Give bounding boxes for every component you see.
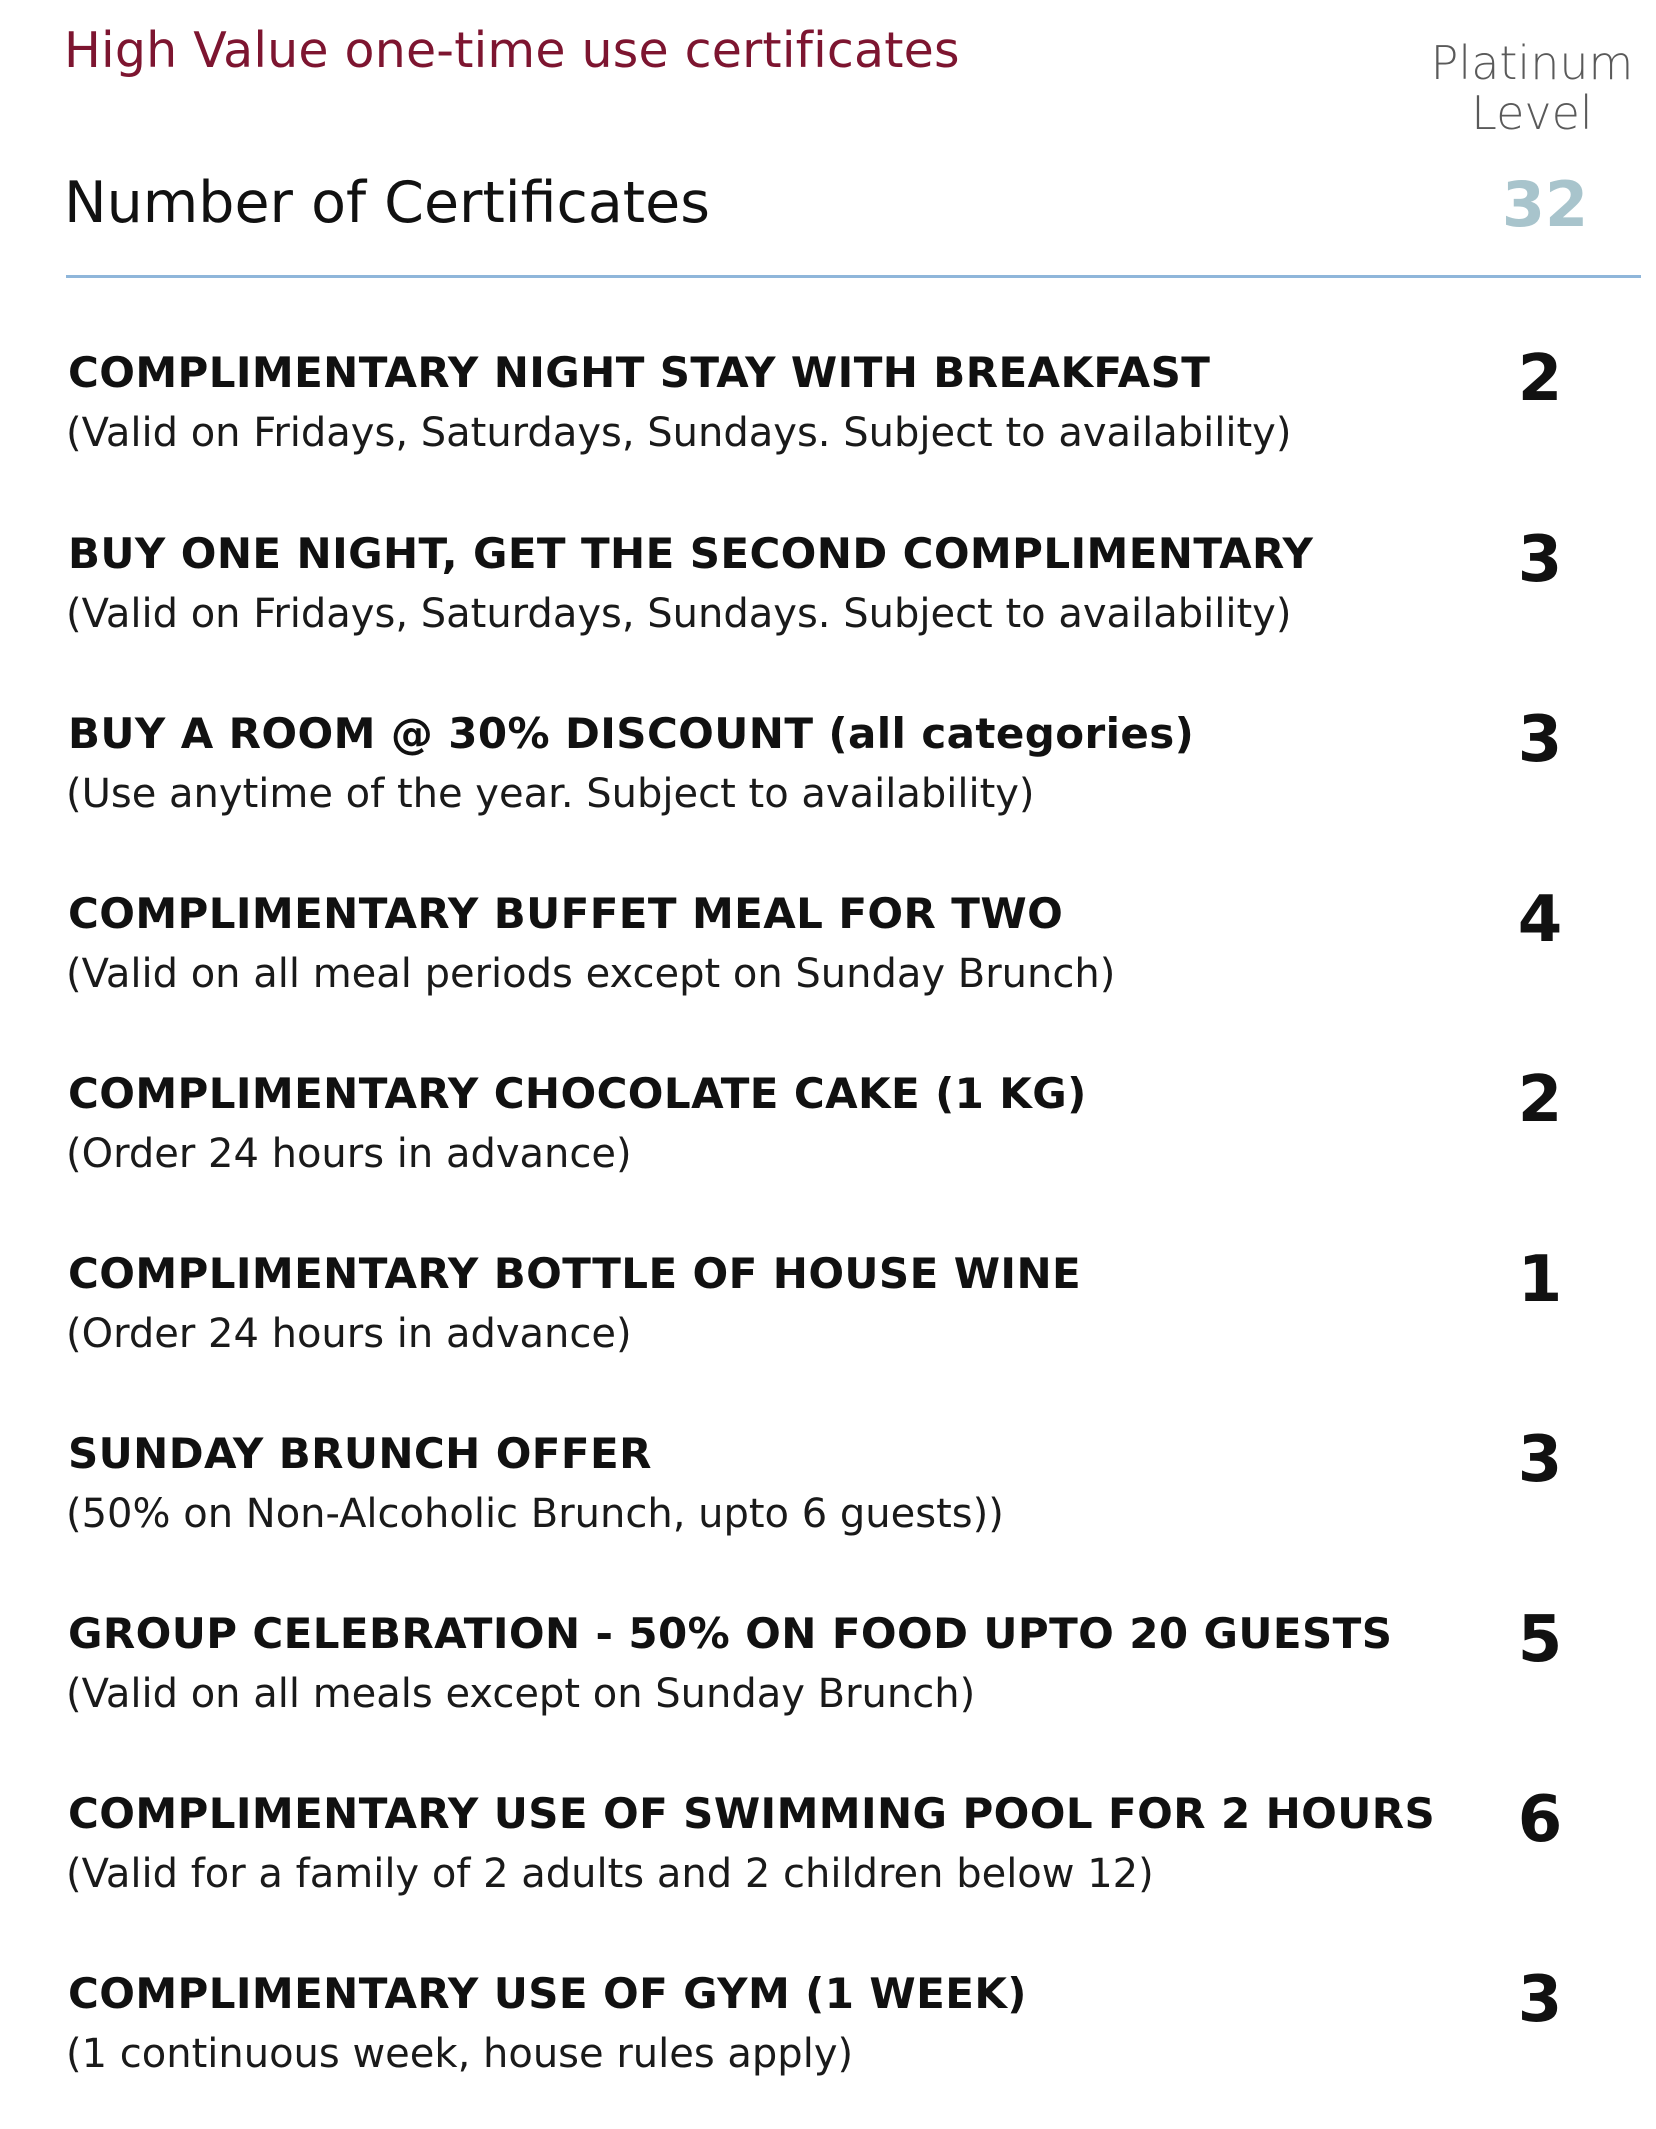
certificate-note: (50% on Non-Alcoholic Brunch, upto 6 guests)) — [66, 1491, 1004, 1537]
certificate-quantity: 3 — [1517, 1423, 1563, 1497]
certificate-title: GROUP CELEBRATION - 50% ON FOOD UPTO 20 GUESTS — [68, 1609, 1393, 1658]
certificate-title: BUY A ROOM @ 30% DISCOUNT (all categories) — [68, 709, 1195, 758]
certificate-note: (Valid on Fridays, Saturdays, Sundays. Subject to availability) — [66, 410, 1292, 456]
certificate-note: (Valid on all meals except on Sunday Brunch) — [66, 1671, 976, 1717]
certificate-item — [0, 1603, 1656, 1769]
certificate-item — [0, 523, 1656, 689]
certificate-item — [0, 883, 1656, 1049]
certificate-item — [0, 1963, 1656, 2129]
certificate-title: BUY ONE NIGHT, GET THE SECOND COMPLIMENTARY — [68, 529, 1314, 578]
membership-level-label: Platinum Level — [1430, 36, 1634, 140]
certificate-title: COMPLIMENTARY USE OF GYM (1 WEEK) — [68, 1969, 1027, 2018]
certificate-item — [0, 1063, 1656, 1229]
certificate-note: (1 continuous week, house rules apply) — [66, 2031, 854, 2077]
certificate-title: SUNDAY BRUNCH OFFER — [68, 1429, 652, 1478]
certificate-note: (Valid on all meal periods except on Sunday Brunch) — [66, 951, 1116, 997]
page-title: High Value one-time use certificates — [64, 22, 960, 79]
certificate-note: (Order 24 hours in advance) — [66, 1131, 632, 1177]
certificate-quantity: 2 — [1517, 342, 1563, 416]
header-divider — [66, 275, 1641, 278]
certificate-note: (Order 24 hours in advance) — [66, 1311, 632, 1357]
certificate-quantity: 6 — [1517, 1783, 1563, 1857]
certificate-note: (Valid for a family of 2 adults and 2 children below 12) — [66, 1851, 1154, 1897]
certificate-quantity: 2 — [1517, 1063, 1563, 1137]
certificate-item — [0, 703, 1656, 869]
certificate-title: COMPLIMENTARY NIGHT STAY WITH BREAKFAST — [68, 348, 1211, 397]
certificate-item — [0, 342, 1656, 508]
certificate-title: COMPLIMENTARY CHOCOLATE CAKE (1 KG) — [68, 1069, 1087, 1118]
certificate-item — [0, 1423, 1656, 1589]
certificate-title: COMPLIMENTARY USE OF SWIMMING POOL FOR 2 HOURS — [68, 1789, 1436, 1838]
certificate-quantity: 3 — [1517, 703, 1563, 777]
certificate-count-label: Number of Certificates — [64, 170, 710, 236]
certificate-item — [0, 1783, 1656, 1949]
certificate-note: (Valid on Fridays, Saturdays, Sundays. Subject to availability) — [66, 591, 1292, 637]
certificate-quantity: 1 — [1517, 1243, 1563, 1317]
certificate-title: COMPLIMENTARY BUFFET MEAL FOR TWO — [68, 889, 1064, 938]
total-certificate-count: 32 — [1501, 168, 1589, 241]
certificate-note: (Use anytime of the year. Subject to availability) — [66, 771, 1035, 817]
certificate-quantity: 4 — [1517, 883, 1563, 957]
certificate-quantity: 5 — [1517, 1603, 1563, 1677]
certificate-quantity: 3 — [1517, 1963, 1563, 2037]
certificate-quantity: 3 — [1517, 523, 1563, 597]
certificate-item — [0, 1243, 1656, 1409]
certificate-title: COMPLIMENTARY BOTTLE OF HOUSE WINE — [68, 1249, 1082, 1298]
